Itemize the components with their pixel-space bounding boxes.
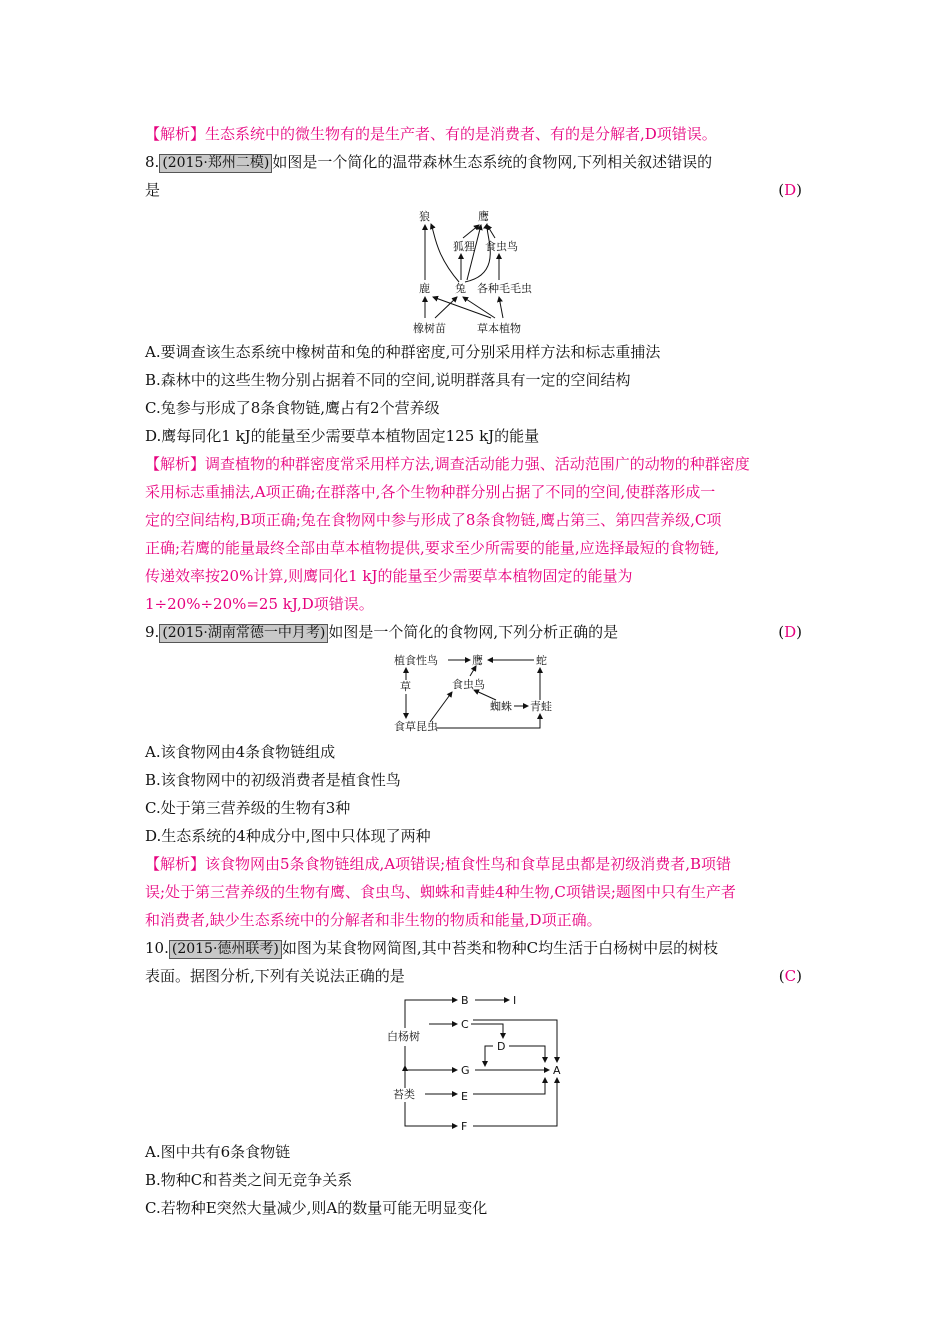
q10-node-b: B [461,994,469,1007]
q9-number: 9. [145,623,160,641]
q10-node-e: E [461,1090,468,1103]
q8-source-tag: (2015·郑州二模) [159,154,272,173]
q10-node-g: G [461,1064,470,1077]
q8-node-caterpillar: 各种毛毛虫 [477,282,532,295]
q8-stem [145,152,712,173]
q8-node-deer: 鹿 [419,282,430,295]
q9-node-grasshopper: 食草昆虫 [394,720,438,733]
q8-node-herb: 草本植物 [477,322,521,335]
q8-node-wolf: 狼 [419,210,430,223]
q10-node-f: F [461,1120,468,1133]
q10-stem [145,938,718,959]
q10-stem-line2: 表面。据图分析,下列有关说法正确的是 [145,967,405,985]
q8-number: 8. [145,153,160,171]
q10-food-web-diagram [385,990,570,1135]
q8-food-web-diagram [395,204,545,338]
q9-stem [145,622,618,643]
q8-node-oak-seedling: 橡树苗 [413,322,446,335]
q10-node-i: I [513,994,517,1007]
q8-option-b: B.森林中的这些生物分别占据着不同的空间,说明群落具有一定的空间结构 [145,371,631,389]
q8-analysis-line2: 采用标志重捕法,A项正确;在群落中,各个生物种群分别占据了不同的空间,使群落形成一 [145,483,716,501]
q9-option-b: B.该食物网中的初级消费者是植食性鸟 [145,771,401,789]
q10-option-b: B.物种C和苔类之间无竞争关系 [145,1171,353,1189]
q8-analysis-line4: 正确;若鹰的能量最终全部由草本植物提供,要求至少所需要的能量,应选择最短的食物链, [145,539,720,557]
q8-stem-line2: 是 [145,181,161,199]
q8-node-eagle: 鹰 [478,210,489,223]
q10-node-a: A [553,1064,561,1077]
q8-analysis-line1: 【解析】调查植物的种群密度常采用样方法,调查活动能力强、活动范围广的动物的种群密度 [145,455,750,473]
q10-node-d: D [497,1040,506,1053]
q9-node-herbivore-bird: 植食性鸟 [394,654,438,667]
q9-option-c: C.处于第三营养级的生物有3种 [145,799,351,817]
q10-option-a: A.图中共有6条食物链 [145,1143,291,1161]
q9-node-eagle: 鹰 [472,654,483,667]
q9-option-d: D.生态系统的4种成分中,图中只体现了两种 [145,827,431,845]
q9-food-web-diagram [390,648,560,738]
q10-node-c: C [461,1018,469,1031]
q9-node-spider: 蜘蛛 [490,700,512,713]
q8-node-insect-bird: 食虫鸟 [485,240,518,253]
q8-analysis-line6: 1÷20%÷20%=25 kJ,D项错误。 [145,595,374,613]
q8-answer: (D) [778,181,802,199]
q8-option-d: D.鹰每同化1 kJ的能量至少需要草本植物固定125 kJ的能量 [145,427,540,445]
q9-analysis-line3: 和消费者,缺少生态系统中的分解者和非生物的物质和能量,D项正确。 [145,911,602,929]
q10-number: 10. [145,939,169,957]
q8-node-fox: 狐狸 [453,240,475,253]
q10-node-poplar: 白杨树 [387,1030,420,1043]
q8-node-rabbit: 兔 [455,282,466,295]
q9-node-insect-bird: 食虫鸟 [452,678,485,691]
q10-option-c: C.若物种E突然大量减少,则A的数量可能无明显变化 [145,1199,488,1217]
q9-node-frog: 青蛙 [530,700,552,713]
q8-stem-line1: 如图是一个简化的温带森林生态系统的食物网,下列相关叙述错误的 [272,153,713,171]
q9-node-grass: 草 [400,680,411,693]
q9-source-tag: (2015·湖南常德一中月考) [159,624,328,643]
q10-stem-line1: 如图为某食物网简图,其中苔类和物种C均生活于白杨树中层的树枝 [281,939,719,957]
q10-source-tag: (2015·德州联考) [169,940,282,959]
q7-analysis: 【解析】生态系统中的微生物有的是生产者、有的是消费者、有的是分解者,D项错误。 [145,125,717,143]
q9-node-snake: 蛇 [536,654,547,667]
q8-option-c: C.兔参与形成了8条食物链,鹰占有2个营养级 [145,399,440,417]
q8-analysis-line5: 传递效率按20%计算,则鹰同化1 kJ的能量至少需要草本植物固定的能量为 [145,567,633,585]
q8-analysis-line3: 定的空间结构,B项正确;兔在食物网中参与形成了8条食物链,鹰占第三、第四营养级,C项 [145,511,722,529]
q10-node-moss: 苔类 [393,1088,415,1101]
q9-answer: (D) [778,623,802,641]
q9-analysis-line2: 误;处于第三营养级的生物有鹰、食虫鸟、蜘蛛和青蛙4种生物,C项错误;题图中只有生产者 [145,883,736,901]
q8-option-a: A.要调查该生态系统中橡树苗和兔的种群密度,可分别采用样方法和标志重捕法 [145,343,661,361]
q9-stem-text: 如图是一个简化的食物网,下列分析正确的是 [328,623,619,641]
q9-analysis-line1: 【解析】该食物网由5条食物链组成,A项错误;植食性鸟和食草昆虫都是初级消费者,B项错 [145,855,731,873]
q9-option-a: A.该食物网由4条食物链组成 [145,743,336,761]
q10-answer: (C) [778,967,802,985]
